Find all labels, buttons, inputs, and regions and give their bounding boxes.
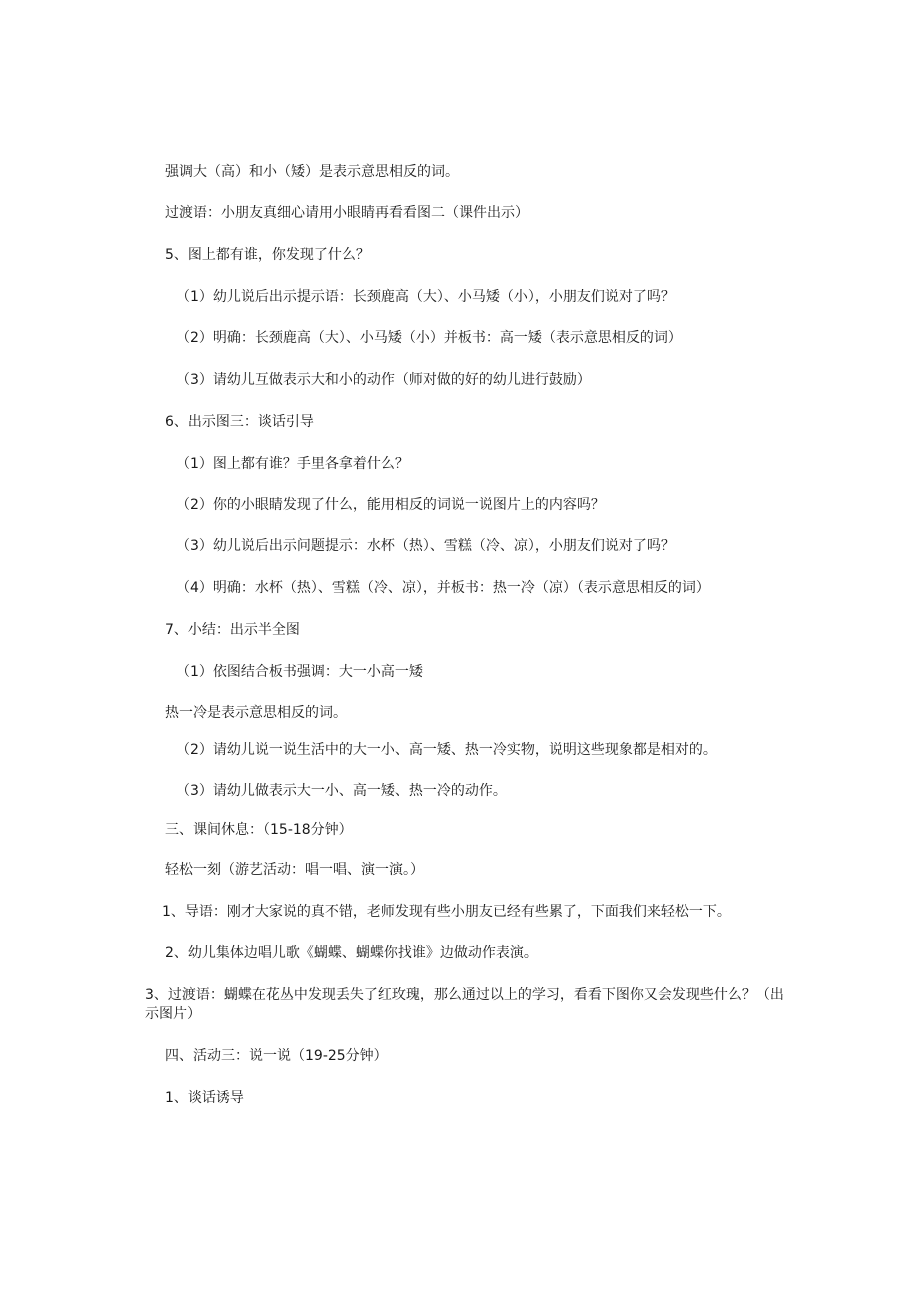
list-item-5-3: （3）请幼儿互做表示大和小的动作（师对做的好的幼儿进行鼓励） (176, 372, 591, 388)
list-item-activity-3-1: 1、谈话诱导 (165, 1090, 244, 1106)
list-item-5-1: （1）幼儿说后出示提示语：长颈鹿高（大）、小马矮（小），小朋友们说对了吗？ (176, 289, 675, 305)
list-item-5-2: （2）明确：长颈鹿高（大）、小马矮（小）并板书：高一矮（表示意思相反的词） (176, 330, 682, 346)
paragraph-emphasis: 强调大（高）和小（矮）是表示意思相反的词。 (165, 164, 459, 180)
list-item-6-2: （2）你的小眼睛发现了什么，能用相反的词说一说图片上的内容吗？ (176, 497, 605, 513)
list-item-6-1: （1）图上都有谁？手里各拿着什么？ (176, 456, 409, 472)
list-item-7-2: （2）请幼儿说一说生活中的大一小、高一矮、热一冷实物，说明这些现象都是相对的。 (176, 742, 717, 758)
list-item-6-4: （4）明确：水杯（热）、雪糕（冷、凉），并板书：热一冷（凉）（表示意思相反的词） (176, 580, 710, 596)
heading-step-6: 6、出示图三：谈话引导 (165, 414, 314, 430)
paragraph-relax: 轻松一刻（游艺活动：唱一唱、演一演。） (165, 862, 424, 878)
list-item-break-1: 1、导语：刚才大家说的真不错，老师发现有些小朋友已经有些累了，下面我们来轻松一下。 (162, 904, 731, 920)
list-item-6-3: （3）幼儿说后出示问题提示：水杯（热）、雪糕（冷、凉），小朋友们说对了吗？ (176, 538, 675, 554)
paragraph-transition-1: 过渡语：小朋友真细心请用小眼睛再看看图二（课件出示） (165, 205, 529, 221)
heading-step-5: 5、图上都有谁，你发现了什么？ (165, 247, 370, 263)
section-heading-activity-3: 四、活动三：说一说（19-25分钟） (165, 1048, 388, 1064)
list-item-7-3: （3）请幼儿做表示大一小、高一矮、热一冷的动作。 (176, 783, 507, 799)
heading-step-7: 7、小结：出示半全图 (165, 622, 300, 638)
list-item-break-2: 2、幼儿集体边唱儿歌《蝴蝶、蝴蝶你找谁》边做动作表演。 (165, 945, 538, 961)
list-item-break-3: 3、过渡语：蝴蝶在花丛中发现丢失了红玫瑰，那么通过以上的学习，看看下图你又会发现些什么？（出示图片） (145, 987, 784, 1022)
list-item-7-1: （1）依图结合板书强调：大一小高一矮 (176, 664, 423, 680)
paragraph-hot-cold: 热一冷是表示意思相反的词。 (165, 705, 347, 721)
section-heading-break: 三、课间休息：（15-18分钟） (165, 822, 353, 838)
